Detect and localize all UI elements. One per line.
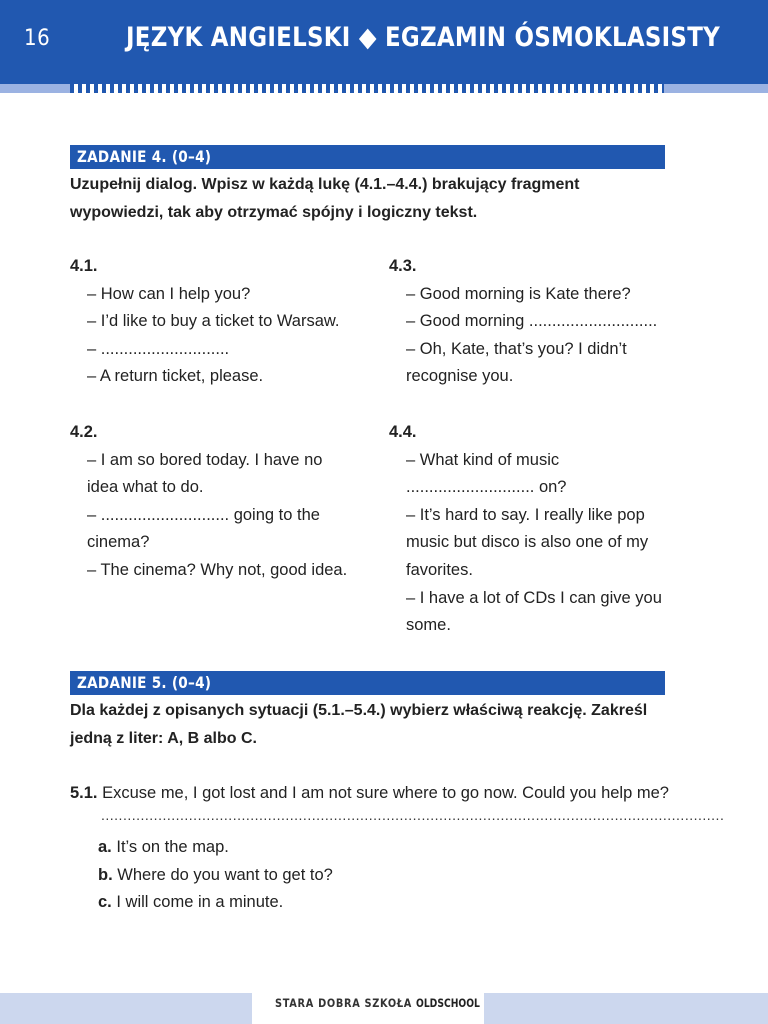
task4-instruction [70,171,670,227]
option-letter: a. [98,838,112,856]
dialogue-text: – I am so bored today. I have no [87,450,323,469]
dialogue-line [389,502,679,585]
dialogue-text: cinema? [87,533,150,552]
option-letter: b. [98,865,113,884]
dialogue-line: – A return ticket, please. [87,367,264,386]
book-title: JĘZYK ANGIELSKI ◆ EGZAMIN ÓSMOKLASISTY [126,22,720,53]
dialogue-number: 4.2. [70,423,98,441]
dialogue-gap-line[interactable] [70,502,360,557]
task4-heading-bar [70,145,665,169]
task4-instruction-line2: wypowiedzi, tak aby otrzymać spójny i logiczny tekst. [70,204,478,221]
question-text: Excuse me, I got lost and I am not sure where to go now. Could you help me? [102,784,669,802]
dialogue-text: – What kind of music [406,450,560,469]
header-stripe [0,82,768,93]
dialogue-text: music but disco is also one of my [406,533,649,552]
footer-series-name: STARA DOBRA SZKOŁA [275,996,413,1010]
dialogue-line [70,447,360,502]
dialogue-4-3 [389,253,679,391]
option-letter: c. [98,893,112,912]
dialogue-gap-line[interactable] [389,447,679,502]
option-text: I will come in a minute. [116,893,284,912]
dialogue-text: favorites. [406,560,473,579]
dialogue-4-1 [70,253,360,391]
option-b[interactable] [98,862,333,890]
dialogue-number: 4.4. [389,423,417,441]
dialogue-number: 4.3. [389,257,417,275]
stripe-pattern [70,84,664,93]
task5-instruction [70,697,670,753]
option-text: It’s on the map. [116,838,229,856]
dialogue-line: – Good morning is Kate there? [406,284,631,303]
dialogue-line [389,585,679,640]
question-5-1 [70,780,690,808]
task4-instruction-line1: Uzupełnij dialog. Wpisz w każdą lukę (4.1.–4.4.) brakujący fragment [70,176,580,193]
option-text: Where do you want to get to? [117,865,333,884]
answer-dotted-line[interactable]: .............................................................................................................................................. [101,807,725,823]
dialogue-4-2 [70,419,360,585]
oldschool-logo: OLDSCHOOL [416,996,480,1010]
dialogue-text: some. [406,616,451,635]
task5-instruction-line2: jedną z liter: A, B albo C. [70,730,257,747]
answer-options [98,834,333,917]
dialogue-text: ............................ on? [406,478,567,497]
dialogue-line [389,336,679,391]
task4-heading: ZADANIE 4. (0–4) [77,147,212,166]
dialogue-gap-line[interactable]: – Good morning ............................ [406,312,658,331]
dialogue-text: idea what to do. [87,478,204,497]
option-a[interactable] [98,834,333,862]
dialogue-text: – I have a lot of CDs I can give you [406,588,662,607]
dialogue-text: – Oh, Kate, that’s you? I didn’t [406,339,627,358]
dialogue-line: – The cinema? Why not, good idea. [87,560,348,579]
question-number: 5.1. [70,784,98,802]
task5-instruction-line1: Dla każdej z opisanych sytuacji (5.1.–5.4.) wybierz właściwą reakcję. Zakreśl [70,702,648,719]
dialogue-text: – ............................ going to the [87,505,320,524]
dialogue-line: – How can I help you? [87,284,251,303]
dialogue-text: – It’s hard to say. I really like pop [406,505,645,524]
page-header [0,0,768,82]
task5-heading: ZADANIE 5. (0–4) [77,673,212,692]
dialogue-4-4 [389,419,679,640]
dialogue-text: recognise you. [406,367,514,386]
dialogue-line: – I’d like to buy a ticket to Warsaw. [87,312,340,331]
option-c[interactable] [98,889,333,917]
dialogue-gap-line[interactable]: – ............................ [87,339,230,358]
task5-heading-bar [70,671,665,695]
page-number: 16 [24,26,51,51]
dialogue-number: 4.1. [70,257,98,275]
